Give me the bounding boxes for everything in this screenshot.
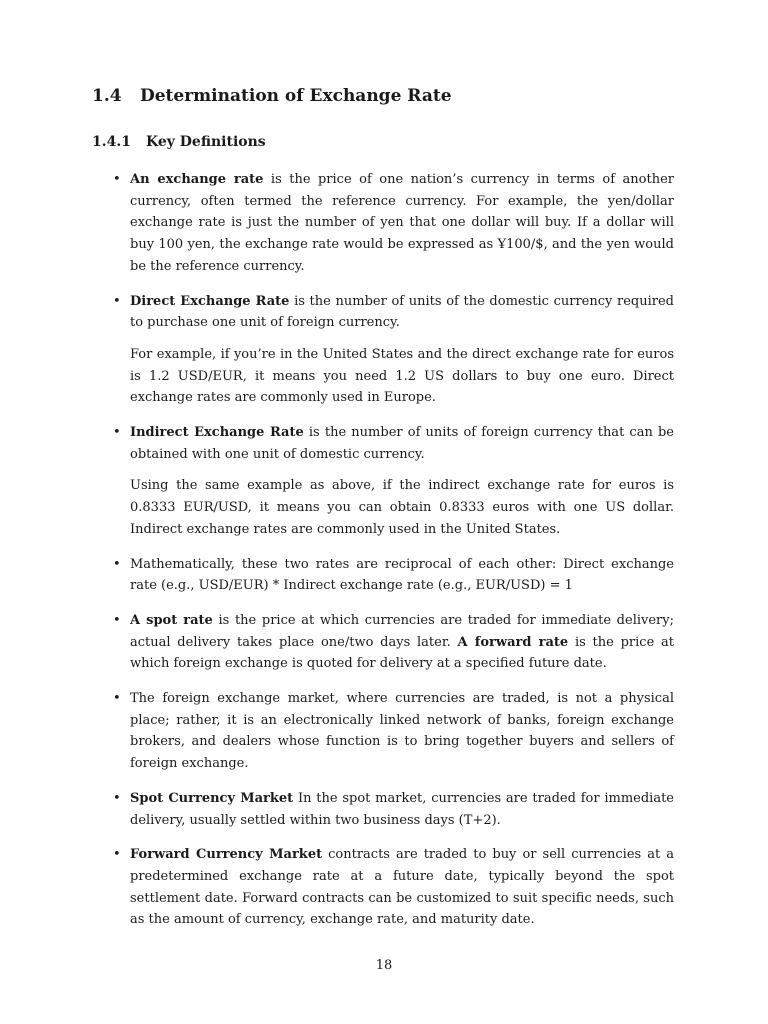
definition-paragraph [130, 844, 674, 931]
definition-text: The foreign exchange market, where currencies are traded, is not a physical place; rather, it is an electronically linked network of banks, foreign exchange brokers, and dealers whose function is to bring together buyers and sellers of foreign exchange. [130, 691, 674, 772]
definition-term: Forward Currency Market [130, 847, 323, 863]
definition-paragraph [130, 610, 674, 675]
definition-paragraph [130, 688, 674, 775]
bullet-icon: • [113, 556, 121, 572]
definition-term-secondary: A forward rate [457, 634, 569, 650]
bullet-icon: • [113, 172, 121, 187]
definition-paragraph [130, 291, 674, 334]
example-paragraph [130, 344, 674, 409]
example-text: For example, if you’re in the United States and the direct exchange rate for euros is 1.2 USD/EUR, it means you need 1.2 US dollars to buy one euro. Direct exchange rates are commonly used in Europe. [130, 346, 674, 406]
definition-term: Direct Exchange Rate [130, 293, 290, 309]
subsection-title: Key Definitions [146, 134, 266, 150]
list-item [0, 169, 768, 278]
definition-term: Spot Currency Market [130, 790, 294, 806]
list-item [0, 788, 768, 831]
definition-text: is the number of units of the domestic currency required to purchase one unit of foreign currency. [130, 293, 675, 331]
list-item [0, 422, 768, 541]
list-item [0, 610, 768, 675]
bullet-icon: • [113, 612, 121, 628]
section-number: 1.4 [92, 86, 122, 106]
definition-text-secondary: is the price at which foreign exchange is quoted for delivery at a specified future date. [130, 634, 675, 672]
definition-text: is the price at which currencies are traded for immediate delivery; actual delivery takes place one/two days later. [130, 612, 674, 650]
definition-paragraph [130, 422, 674, 465]
definition-term: Indirect Exchange Rate [130, 425, 304, 441]
subsection-number: 1.4.1 [92, 134, 131, 150]
list-item [0, 291, 768, 410]
section-heading [92, 84, 452, 108]
definition-text: contracts are traded to buy or sell currencies at a predetermined exchange rate at a future date, typically beyond the spot settlement date. Forward contracts can be customized to suit specific needs, such as the amount of currency, exchange rate, and maturity date. [130, 847, 674, 928]
list-item [0, 688, 768, 775]
definitions-list [0, 169, 768, 944]
example-paragraph [130, 475, 674, 540]
section-title: Determination of Exchange Rate [140, 86, 452, 106]
list-item [0, 844, 768, 931]
definition-text: In the spot market, currencies are traded for immediate delivery, usually settled within two business days (T+2). [130, 790, 674, 828]
definition-text: is the price of one nation’s currency in terms of another currency, often termed the reference currency. For example, the yen/dollar exchange rate is just the number of yen that one dollar will buy. If a dollar will buy 100 yen, the exchange rate would be expressed as Ұ100/$, and the yen would be the reference currency. [130, 172, 675, 274]
definition-paragraph [130, 554, 674, 597]
list-item [0, 554, 768, 597]
bullet-icon: • [113, 847, 121, 863]
definition-term: An exchange rate [130, 172, 264, 187]
definition-text: is the number of units of foreign currency that can be obtained with one unit of domestic currency. [130, 425, 674, 462]
bullet-icon: • [113, 790, 121, 806]
definition-term: A spot rate [130, 612, 213, 628]
bullet-icon: • [113, 293, 121, 309]
page-number: 18 [375, 958, 393, 973]
bullet-icon: • [113, 425, 121, 441]
bullet-icon: • [113, 691, 121, 707]
definition-text: Mathematically, these two rates are reciprocal of each other: Direct exchange rate (e.g., USD/EUR) * Indirect exchange rate (e.g., EUR/USD) = 1 [130, 556, 674, 594]
subsection-heading [92, 132, 266, 152]
definition-paragraph [130, 788, 674, 831]
definition-paragraph [130, 169, 674, 278]
example-text: Using the same example as above, if the indirect exchange rate for euros is 0.8333 EUR/USD, it means you can obtain 0.8333 euros with one US dollar. Indirect exchange rates are commonly used in the United States. [130, 478, 674, 537]
